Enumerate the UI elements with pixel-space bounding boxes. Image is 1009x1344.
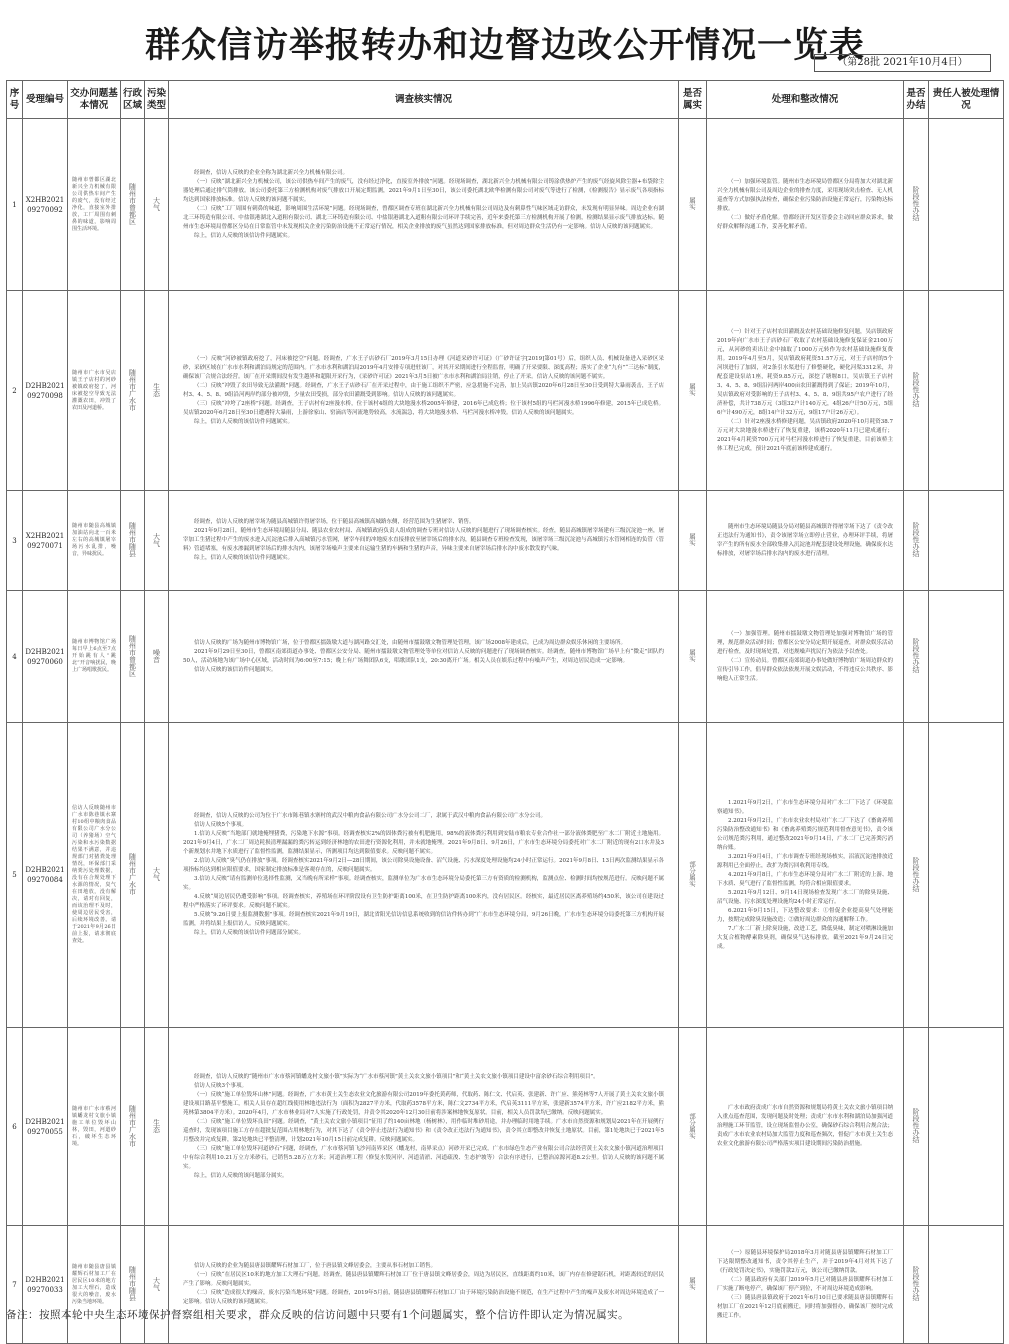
admin-region bbox=[121, 1028, 145, 1226]
investigation-text-paragraph: 信访人反映5个事项。 bbox=[194, 822, 247, 828]
row-index: 3 bbox=[7, 491, 23, 591]
is-fact bbox=[679, 1226, 707, 1344]
row-index: 4 bbox=[7, 591, 23, 723]
process-text-paragraph: 5.2021年9月12日、9月14日现场检查发现广水二厂的除臭设施、沼气设施、污水深度处理设施均24小时正常运行。 bbox=[717, 889, 893, 905]
issue-badge: （第28批 2021年10月4日） bbox=[814, 54, 991, 72]
process-text bbox=[707, 1226, 904, 1344]
investigation-text-paragraph: 综上，信访人反映的该问题部分属实。 bbox=[194, 1172, 288, 1179]
row-index: 2 bbox=[7, 291, 23, 491]
investigation-text-paragraph: 2.信访人反映“臭气仍在排放”事项。经调查核实2021年9月2日—28日期间，该公司除臭设施设备、沼气设施、污水深度处理设施均24小时正常运行。2021年9月8日、13日两次监测结果显示各项指标均达到相应限值要求，国家制定排放标准是客观存在的，反映问题属实。 bbox=[183, 858, 664, 873]
header-type: 污染类型 bbox=[145, 81, 169, 119]
investigation-text-paragraph: （一）反映“河砂被镇政府挖了，河床被挖空”问题。经调查，广水王子店砂石厂2019年3月15日办理《河道采砂许可证》（广砂许证字[2019]第01号）后，组织人员、机械设备进入采砂区采砂，采砂区域在广水市水利和湖泊局规定的范围内。广水市水利和湖泊局2019年4月安排专项进驻该厂，对其开采期间进行全程监督，明确了开采要限、深度高程；落实了企业“九有”“三达标”制度，确保该厂合规合法经营。该厂在开采期间没有发生越界和超限开采行为，《采砂许可证》2021年3月5日被广水市水利和湖泊局注销，停止了开采。信访人反映的该问题不属实。 bbox=[183, 355, 664, 380]
investigation-text-paragraph: 3.信访人反映“请有监测单位选择性监测，又当晚有所采样”事项。经调查核实，监测单位为广水市生态环境分局委托第三方有资质的检测机构，监测点位、检测时间均按规范进行。反映问题不属实。 bbox=[183, 876, 664, 891]
investigation-text-paragraph: 经调查，信访人反映的企业全称为湖北新兴全力机械有限公司。 bbox=[194, 169, 349, 176]
pollution-type-text: 大气 bbox=[152, 532, 161, 547]
header-basic: 交办问题基本情况 bbox=[68, 81, 121, 119]
investigation-text-paragraph: 信访人反映的企业为随县唐县镇耀辉石材加工厂，位于唐县镇文峰居委会，主要从事石材加工销售。 bbox=[194, 1263, 437, 1269]
investigation-text bbox=[169, 291, 679, 491]
admin-region bbox=[121, 723, 145, 1028]
admin-region bbox=[121, 591, 145, 723]
is-fact bbox=[679, 591, 707, 723]
issue-summary: 随州市广水市吴店镇王子店村的河砂被镇政府挖了，河床被挖空导致无法灌溉农田，冲毁了农田及河道桥。 bbox=[68, 291, 121, 491]
responsible-handling bbox=[929, 1028, 1004, 1226]
process-text-paragraph: （一）加强环境监管。随州市生态环境局曾都区分局将加大对湖北新兴全力机械有限公司及周边企业的排查力度，采用现场突击检查、无人机巡查等方式加强执法检查，确保企业污染防治设施正常运行，污染物达标排放。 bbox=[717, 178, 894, 212]
header-process: 处理和整改情况 bbox=[707, 81, 904, 119]
process-text-paragraph: 广水市政府责成广水市自然资源和规划局将黄土关农文旅小镇项目纳入重点巡查范围，发现问题及时处理；责成广水市水利和湖泊局加强河道治理施工环节监管，设立现场监督办公室，确保砂石综合利用合规合法；责成广水市农业农村局加大监管力度和巡查频次，督促广水市黄土关生态农业文化旅游有限公司严格落实项目建设期间污染防治措施。 bbox=[717, 1105, 894, 1147]
is-fact-text: 部分属实 bbox=[688, 861, 696, 887]
admin-region-text: 随州市曾都区 bbox=[128, 634, 137, 677]
issue-summary: 随州市博物馆广场每日早上6点至7点开始跳有人“跳北”开音响扰民，晚上广场唱歌扰民。 bbox=[68, 591, 121, 723]
is-done bbox=[904, 119, 929, 291]
admin-region bbox=[121, 1226, 145, 1344]
responsible-handling bbox=[929, 1226, 1004, 1344]
is-done-text: 阶段性办结 bbox=[912, 372, 920, 407]
table-row bbox=[7, 591, 1004, 723]
footnote: 备注：按照本轮中央生态环境保护督察组相关要求，群众反映的信访问题中只要有1个问题属实，整个信访件即认定为情况属实。 bbox=[6, 1309, 630, 1321]
table-row bbox=[7, 491, 1004, 591]
investigation-text bbox=[169, 491, 679, 591]
is-fact-text: 属实 bbox=[688, 197, 696, 210]
process-text bbox=[707, 291, 904, 491]
header-investigation: 调查核实情况 bbox=[169, 81, 679, 119]
process-text-paragraph: （一）加强管理。随州市擂鼓墩文物管理处加强对博物馆广场的管理，规范群众活动时间；曾都区公安分局定期开展巡查，对群众娱乐活动进行检查，及时现场处置，对违规噪声扰民行为依法予以查处。 bbox=[717, 630, 894, 655]
is-done-text: 阶段性办结 bbox=[912, 638, 920, 673]
investigation-text-paragraph: （三）反映“施工单位毁坏河道砂石”问题，经调查，广水市蔡河镇飞沙河南界采区（蟠龙村，南界采点）河砂开采已完成，广水市绿色生态产业有限公司合法经营黄土关农文旅小镇河道治理项目中有综合利用10.21万立方米砂石，已销售5.28万立方米；河道治理工程（修复水毁河岸、河道清淤、河道疏浚、生态护坡等）合法有序进行，已整治凉源河道8.2公里。信访人反映的该问题不属实。 bbox=[183, 1145, 664, 1170]
process-text bbox=[707, 1028, 904, 1226]
is-done bbox=[904, 1226, 929, 1344]
acceptance-number: D2HB202109270098 bbox=[23, 291, 68, 491]
is-fact-text: 属实 bbox=[688, 649, 696, 662]
admin-region bbox=[121, 491, 145, 591]
process-text bbox=[707, 119, 904, 291]
investigation-text-paragraph: 5.反映“9.26日要上报监测数据”事项。经调查核实2021年9月19日，湖北省阳光信访信息系统收到的信访件转办到“广水市生态环境分局，9月26日晚，广水市生态环境分局委托第三方机构开展监测，并将结果上报信访人。反映问题属实。 bbox=[183, 912, 664, 927]
pollution-type bbox=[145, 1028, 169, 1226]
investigation-text-paragraph: （二）反映“造成很大的噪音，废水污染当地环境”问题。经调查，2019年5月前，随县唐县镇耀辉石材加工厂由于环境污染防治设施不规范，在生产过程中产生的噪声及废水对周边环境造成了一定影响。信访人反映的该问题属实。 bbox=[183, 1290, 664, 1305]
process-text bbox=[707, 491, 904, 591]
table-row bbox=[7, 1028, 1004, 1226]
header-is-fact: 是否属实 bbox=[679, 81, 707, 119]
investigation-text-paragraph: 经调查，信访人反映的公司为位于广水市陈巷镇水寨村的武汉中粮肉食品有限公司广水分公司二厂，隶属于武汉中粮肉食品有限公司广水分公司。 bbox=[194, 813, 547, 819]
table-body bbox=[7, 119, 1004, 1344]
pollution-type bbox=[145, 491, 169, 591]
investigation-text-paragraph: 2021年9月29日至30日，曾都区南郊街道办事处、曾都区公安分局、随州市擂鼓墩文物管理处等单位对信访人反映的问题进行了现场调查核实。经调查，随州市博物馆广场早上有“微走”团队约50人，活动场地为该广场中心区域，活动时间为6:00至7:15；晚上有广场舞团队6支，唱歌团队1支，20:30离开广场。相关人员在娱乐过程中有噪声产生，对周边居民造成一定影响。 bbox=[183, 648, 664, 664]
process-text-paragraph: （二）宣传动员。曾都区南郊街道办事处做好博物馆广场周边群众的宣传引导工作，倡导群众依法依规开展文娱活动，不得违反公共秩序、影响他人正常生活。 bbox=[717, 657, 894, 682]
row-index: 6 bbox=[7, 1028, 23, 1226]
issue-summary: 信访人反映随州市广水市陈巷镇水寨村10组中粮肉食品有限公司广水分公司（养猪场）空气污染和水污染数据结果不满意，并违规部门对猪粪处理情况，环保部门采纳粪污处理数据，没有在合规处理下水源的情况，臭气在田地放，没有解决，请对有回复，而该治理不及时，使周边居民受害，后续环境改善。请于2021年9月26日前上报，请求彻底查处。 bbox=[68, 723, 121, 1028]
pollution-type bbox=[145, 119, 169, 291]
page-title: 群众信访举报转办和边督边改公开情况一览表 bbox=[144, 26, 865, 66]
investigation-text-paragraph: 2021年9月28日，随州市生态环境局随县分局、随县农业农村局、高城镇政府负责人组成的调查专班对信访人反映的问题进行了现场调查核实。经查，随县高城镇屠宰场建有三级沉淀池一座，屠宰加工生猪过程中产生的废水进入沉淀池后排入高城镇污水管网，屠宰车间的冲地废水直接排放至屠宰场后的排水沟，随县调查专班检查发现，该屠宰场三级沉淀池与高城镇污水管网相连的负管（管料）管道堵塞，有废水渗漏到屠宰场后的排水沟内，该屠宰场噪声主要来自运输生猪的车辆和生猪的声音，异味主要来自屠宰场后排水沟中废水散发的气味。 bbox=[183, 528, 665, 552]
investigation-text-paragraph: 1.信访人反映“当地部门就地掩埋猪粪，污染地下水源”事项。经调查核实2%的固体粪污被有机肥施用，98%的液体粪污利用到安陆市粮农专业合作社一部分液体粪肥至广水二厂附近土地施用。2021年9月4日，广水二厂周边耗损清理漏漏的粪污转运到经济林地的农田进行资源化利用，并未就地掩埋。2021年9月8日、9月26日，广水市生态环境分局委托对广水二厂附近的现有2口水井及3个新规划水井地下水质进行了监督性监测，监测结果显示，所测项目均达到限值要求。反映问题不属实。 bbox=[183, 831, 664, 855]
investigation-text-paragraph: （三）反映“冲垮了2座桥”问题。经调查，王子店村有2座漫水桥，位于该村4组的大块地漫水桥2005年修建，2016年已成危桥；位于该村5组的马栏河漫水桥1996年修建，2015年已成危桥。吴店镇2020年6月28日至30日遭遇特大暴雨，上游徐家山、窑滴店等河流地势较高，水流湍急，将大块地漫水桥、马栏河漫水桥冲毁。信访人反映的该问题属实。 bbox=[183, 400, 664, 416]
process-text-paragraph: 6.2021年9月15日，下达整改要求：①督促企业提高臭气处理能力，按期完成除臭设施改造；②做好周边群众的沟通解释工作。 bbox=[717, 907, 893, 923]
investigation-text bbox=[169, 591, 679, 723]
pollution-type-text: 大气 bbox=[152, 196, 161, 211]
table-header-row bbox=[7, 81, 1004, 119]
process-text-paragraph: 3.2021年9月4日，广水市调查专班经现场核实，沼液沉淀池排放近源利用已全面停止，改扩为粪污回收利用专线。 bbox=[717, 853, 893, 869]
investigation-text-paragraph: （二）反映“冲毁了农田导致无法灌溉”问题。经调查，广水王子店砂石厂在开采过程中，由于施工组织不严密，应急措施不完善，加上吴店镇2020年6月28日至30日受到特大暴雨袭击，王子店村3、4、5、8、9组沿河两岸约部分被冲毁，少量农田受损，部分农田灌溉受到影响。信访人反映的该问题属实。 bbox=[183, 382, 664, 398]
header-responsible: 责任人被处理情况 bbox=[929, 81, 1004, 119]
header-region: 行政区域 bbox=[121, 81, 145, 119]
process-text-paragraph: 1.2021年9月2日，广水市生态环境分局对广水二厂下达了《环境监察通知书》。 bbox=[717, 799, 893, 815]
admin-region-text: 随州市随县 bbox=[128, 1266, 137, 1301]
pollution-type-text: 生态 bbox=[152, 1118, 161, 1133]
investigation-text bbox=[169, 119, 679, 291]
is-fact-text: 属实 bbox=[688, 383, 696, 396]
investigation-text-paragraph: （二）反映“工厂周围有刺鼻的味道，影响周围生活环境”问题。经现场调查，曾都区调查专班在湖北新兴全力机械有限公司周边及有刺鼻性气味区域走访群众，未发现有明显异味。周边企业有湖北三环铸造有限公司、中盐银港湖北入道粗有限公司、湖北三环铸造有限公司、中盐银港湖北入道粗有限公司环评手续完善，近年来委托第三方检测机构开展了检测，检测结果显示废气排放达标。随州市生态环境局曾都区分局在日常监管中未发现相关企业污染防治设施不正常运行情况，相关企业排放的废气虽然达到国家排放标准，但对周边群众生活仍有一定影响。信访人反映的该问题属实。 bbox=[183, 205, 664, 230]
responsible-handling bbox=[929, 723, 1004, 1028]
is-done bbox=[904, 1028, 929, 1226]
admin-region-text: 随州市随县 bbox=[128, 522, 137, 557]
pollution-type bbox=[145, 1226, 169, 1344]
process-text-paragraph: （二）针对2座漫水桥修建问题，吴店镇政府2020年10月耗资38.7万元对大块地漫水桥进行了恢复重建，该桥2020年11月已建成通行；2021年4月耗资700万元对马栏河漫水桥进行了恢复重建，目前该桥主体工程已完成，预计2021年底前该桥建成通行。 bbox=[717, 418, 893, 452]
process-text-paragraph: 随州市生态环境局随县分局对随县高城镇许得屠宰场下达了《责令改正违法行为通知书》，责令该屠宰场立即停止营业，办理环评手续，将屠宰产生的所有废水全部收集排入沉淀池并配套建设处理设施，确保废水达标排放，对屠宰场后排水沟内的废水进行清理。 bbox=[717, 523, 894, 557]
investigation-text-paragraph: （一）反映“在居民区10米的地方加工大理石”问题。经调查，随县唐县镇耀辉石材加工厂位于唐县镇文峰居委会，周边为居民区，直线距离约10米，该厂内存在修建锯石机，对距离较近的居民产生了影响。反映问题属实。 bbox=[183, 1272, 664, 1287]
pollution-type-text: 大气 bbox=[152, 867, 161, 881]
issue-summary: 随州市随县唐县镇耀辉石材加工厂在居民区10米的地方加工大理石，造成很大的噪音，废水污染当地环境。 bbox=[68, 1226, 121, 1344]
investigation-text-paragraph: 综上，信访人反映的该信访件问题属实。 bbox=[194, 418, 294, 425]
admin-region bbox=[121, 119, 145, 291]
process-text-paragraph: 7.广水二厂新上除臭设施，改进工艺，降低臭味，制定对喷淋设施加大复合植物酵素除臭剂，确保臭气达标排放。截至2021年9月24日完成。 bbox=[717, 925, 893, 950]
pollution-type bbox=[145, 591, 169, 723]
investigation-text-paragraph: 信访人反映的该信访件问题属实。 bbox=[194, 666, 277, 673]
is-done bbox=[904, 591, 929, 723]
investigation-text-paragraph: 4.反映“周边居民仍遭受影响”事项。经调查核实，养殖场在环评阶段设有卫生防护距离100米，在卫生防护距离100米内，没有居民区。经核实，最近居民区离养殖场约450米，该公司在建设过程中严格落实了环评要求。反映问题不属实。 bbox=[183, 894, 664, 909]
investigation-text-paragraph: （一）反映“施工单位毁坏山林”问题。经调查，广水市黄土关生态农业文化旅游有限公司2019年委托黄药师，代取药、陈仁文、代启英、张建新、许广应、熊苑林等7人开展了黄土关农文旅小镇建设项目路基平整施工，相关人员存在超红线使用林地违法行为（面积为2827平方米，代取药3578平方米，陈仁文2734平方米，代启英3111平方米，张建新3574平方米，许广应2182平方米，熊苑林第3804平方米）。2020年4月，广水市林业局对7人实施了行政处罚，并责令其2020年12月30日前将涉案林地恢复原状。目前，相关人员罚款均已缴纳。反映问题属实。 bbox=[183, 1091, 664, 1116]
issue-summary: 随州市曾都区湖北新兴全力机械有限公司供热车间产生的废气，没有经过净化，直接室外排放，工厂周围有刺鼻的味道，影响周围生活环境。 bbox=[68, 119, 121, 291]
header-idx: 序号 bbox=[7, 81, 23, 119]
investigation-text-paragraph: 经调查，信访人反映的“随州市广水市蔡河镇蟠龙村文旅小镇”实际为“广水市蔡河镇”黄土关农文旅小镇项目”和“黄土关农文旅小镇项目建设中富余砂石综合利用项目”。 bbox=[194, 1073, 599, 1080]
investigation-text-paragraph: 综上，信访人反映的该信访件问题属实。 bbox=[194, 555, 294, 561]
table-row bbox=[7, 119, 1004, 291]
header-is-done: 是否办结 bbox=[904, 81, 929, 119]
is-done-text: 阶段性办结 bbox=[912, 186, 920, 221]
acceptance-number: D2HB202109270055 bbox=[23, 1028, 68, 1226]
row-index: 1 bbox=[7, 119, 23, 291]
process-text-paragraph: （一）针对王子店村农田灌溉及农村基础设施修复问题，吴店镇政府2019年向广水市王子店砂石厂收取了农村基础设施修复保证金2100万元，从河砂的卖出让金中抽取了1000万元转作为农村基础设施修复费用。2019年4月至5月，吴店镇政府耗资51.57万元，对王子店村的5个河坝进行了加固，对2条引水渠进行了修整硬化，硬化河渠3312米，并配套建设泵站1座，耗资9.85万元，深挖了塘堰8口，吴店镇王子店村3、4、5、8、9组沿河两岸400亩农田灌溉得到了保证；2019年10月，吴店镇政府对受影响的王子店村3、4、5、8、9组共95户农户进行了经济补偿，共计738万元（3组32户计140万元，4组26户计50万元，5组6户计490万元，8组14户计32万元，9组17户计26万元）。 bbox=[717, 328, 894, 416]
row-index: 7 bbox=[7, 1226, 23, 1344]
investigation-text-paragraph: 信访人反映3个事项。 bbox=[194, 1082, 247, 1089]
process-text-paragraph: 2.2021年9月2日，广水市农业农村局对广水二厂下达了《畜禽养殖污染防治整改通知书》和《畜禽养殖粪污规范利用督查意见书》，责令该公司规范粪污利用，通过整改2021年9月14日，广水二厂已完善粪污消纳台账。 bbox=[717, 817, 893, 851]
admin-region-text: 随州市曾都区 bbox=[128, 182, 137, 225]
acceptance-number: X2HB202109270071 bbox=[23, 491, 68, 591]
investigation-text bbox=[169, 1028, 679, 1226]
pollution-type bbox=[145, 291, 169, 491]
is-done-text: 阶段性办结 bbox=[912, 522, 920, 557]
responsible-handling bbox=[929, 119, 1004, 291]
admin-region-text: 随州市广水市 bbox=[128, 1104, 137, 1147]
is-fact-text: 部分属实 bbox=[688, 1112, 696, 1139]
is-fact-text: 属实 bbox=[688, 1277, 696, 1290]
is-done bbox=[904, 291, 929, 491]
is-fact bbox=[679, 491, 707, 591]
investigation-text-paragraph: 经调查，信访人反映的屠宰场为随县高城镇许得屠宰场，位于随县高城镇高城路东侧，经营范围为生猪屠宰、销售。 bbox=[194, 519, 475, 525]
acceptance-number: D2HB202109270060 bbox=[23, 591, 68, 723]
admin-region-text: 随州市广水市 bbox=[128, 853, 137, 895]
table-row bbox=[7, 291, 1004, 491]
process-text-paragraph: 4.2021年9月8日，广水市生态环境分局对广水二厂附近的上游、地下水质、臭气进行了监督性监测，均符合相应限值要求。 bbox=[717, 871, 893, 887]
acceptance-number: X2HB202109270092 bbox=[23, 119, 68, 291]
is-fact bbox=[679, 291, 707, 491]
acceptance-number: D2HB202109270033 bbox=[23, 1226, 68, 1344]
process-text-paragraph: （二）随县政府有关部门2019年5月已对随县唐县镇耀辉石材加工厂实施了断电停产，确保该厂停产到位，不对周边环境造成影响。 bbox=[717, 1276, 893, 1292]
table-row bbox=[7, 1226, 1004, 1344]
report-table bbox=[6, 80, 1004, 1344]
investigation-text bbox=[169, 1226, 679, 1344]
is-done bbox=[904, 723, 929, 1028]
investigation-text-paragraph: （一）反映“湖北新兴全力机械公司，该公司供热车间产生的废气，没有经过净化，直接室外排放”问题。经现场调查，湖北新兴全力机械有限公司铸涂供热炉产生的废气经旋风除尘器+布袋除尘器处理后通过排气筒排放。该公司委托第三方检测机构对废气排放口开展定期监测，2021年9月1日至30日，该公司委托湖北欧华检测有限公司对废气等进行了检测，《检测报告》显示废气各项指标均达到国家排放标准。信访人反映的该问题不属实。 bbox=[183, 178, 664, 203]
acceptance-number: D2HB202109270084 bbox=[23, 723, 68, 1028]
issue-summary: 随州市随县高城镇加油站向北一百米左右的高城镇屠宰场污水乱排，噪音，异味扰民。 bbox=[68, 491, 121, 591]
responsible-handling bbox=[929, 491, 1004, 591]
is-fact bbox=[679, 119, 707, 291]
pollution-type-text: 生态 bbox=[152, 382, 161, 397]
is-done-text: 阶段性办结 bbox=[912, 1108, 920, 1143]
process-text-paragraph: （一）原随县环境保护局2018年3月对随县唐县镇耀辉石材加工厂下达限期整改通知书，责令其停止生产，并于2019年4月对其下达了《行政处罚决定书》，实施罚款2万元，该公司已缴纳罚款。 bbox=[717, 1249, 893, 1274]
process-text bbox=[707, 723, 904, 1028]
row-index: 5 bbox=[7, 723, 23, 1028]
investigation-text-paragraph: 综上，信访人反映的该信访件问题属实。 bbox=[194, 232, 294, 239]
is-fact bbox=[679, 723, 707, 1028]
table-row bbox=[7, 723, 1004, 1028]
is-done-text: 阶段性办结 bbox=[912, 1266, 920, 1301]
investigation-text-paragraph: 综上，信访人反映的该信访件问题部分属实。 bbox=[194, 930, 305, 936]
is-done-text: 阶段性办结 bbox=[912, 856, 920, 892]
responsible-handling bbox=[929, 291, 1004, 491]
is-done bbox=[904, 491, 929, 591]
investigation-text-paragraph: （二）反映“施工单位毁坏良田”问题。经调查，“黄土关农文旅小镇项目”征用了约140亩林地（杨树林），用作临时堆砂用途，并办理临时用地手续。广水市自然资源和规划局2021年在开展例行巡查时，发现该项目施工方存在超批复范围占用林地行为，对其下达了《责令停止违法行为通知书》和《责令改正违法行为通知书》，责令其立即整改并恢复土地原状。目前，第1处地块已于2021年5月整改并完成复耕，第2处地块已平整清理，计划2021年10月15日前完成复耕。反映问题属实。 bbox=[183, 1118, 664, 1143]
issue-summary: 随州市广水市蔡河镇蟠龙村文旅小镇施工单位毁坏山林，毁田，河道砂石，破坏生态环境。 bbox=[68, 1028, 121, 1226]
pollution-type-text: 噪音 bbox=[152, 648, 161, 663]
is-fact bbox=[679, 1028, 707, 1226]
header-no: 受理编号 bbox=[23, 81, 68, 119]
pollution-type bbox=[145, 723, 169, 1028]
investigation-text bbox=[169, 723, 679, 1028]
process-text bbox=[707, 591, 904, 723]
is-fact-text: 属实 bbox=[688, 533, 696, 546]
admin-region bbox=[121, 291, 145, 491]
pollution-type-text: 大气 bbox=[152, 1276, 161, 1291]
process-text-paragraph: （二）做好矛盾化解。曾都经济开发区管委会主动回应群众诉求，做好群众解释沟通工作，妥善化解矛盾。 bbox=[717, 214, 894, 230]
process-text-paragraph: （三）随县唐县镇政府于2021年6月10日已要求随县唐县镇耀辉石材加工厂在2021年12月底前搬迁，同时将加强督办，确保该厂按时完成搬迁工作。 bbox=[717, 1294, 893, 1319]
investigation-text-paragraph: 信访人反映的广场为随州市博物馆广场，位于曾都区擂鼓墩大道与湖河路交汇处，由随州市擂鼓墩文物管理处管理，该广场2008年建成后，已成为周边群众娱乐休闲的主要场所。 bbox=[194, 639, 627, 646]
admin-region-text: 随州市广水市 bbox=[128, 368, 137, 411]
responsible-handling bbox=[929, 591, 1004, 723]
